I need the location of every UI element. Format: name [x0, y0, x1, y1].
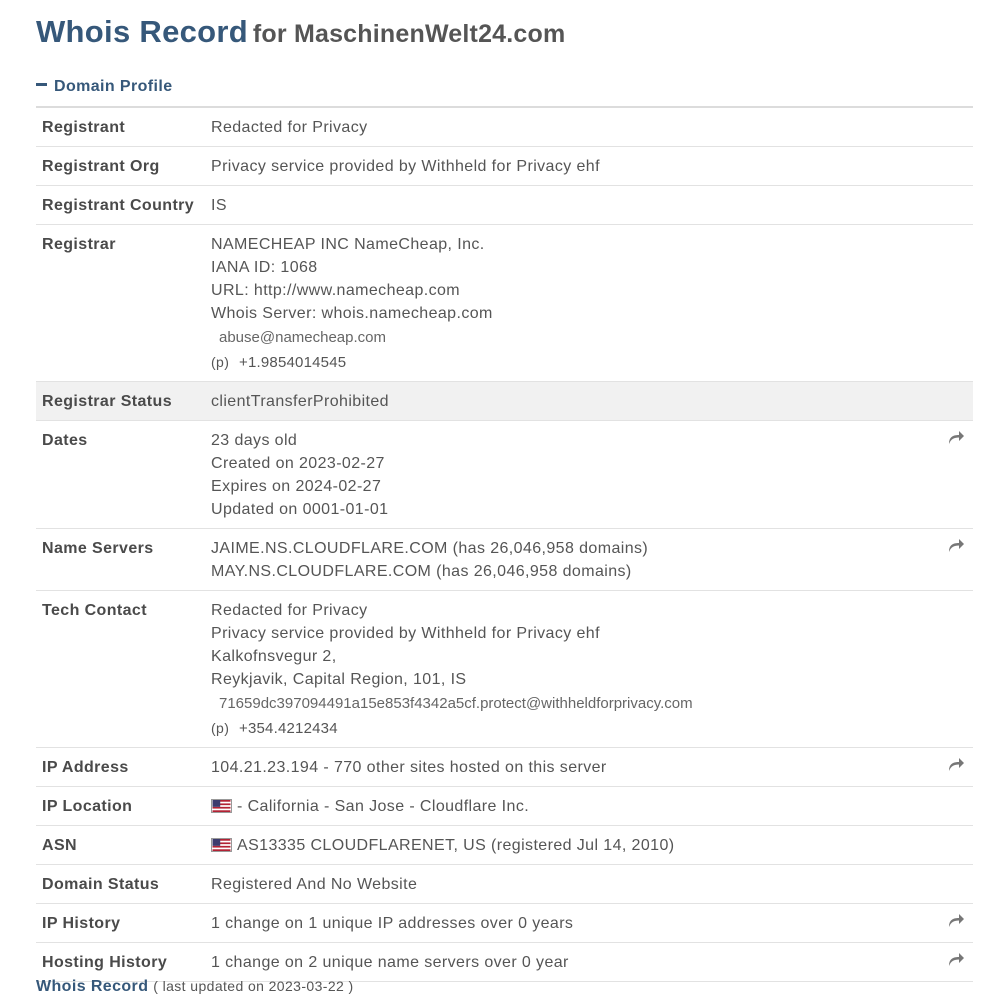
ip-location-value: - California - San Jose - Cloudflare Inc.: [237, 798, 530, 815]
registrar-url: URL: http://www.namecheap.com: [211, 282, 461, 299]
name-server-item: MAY.NS.CLOUDFLARE.COM (has 26,046,958 domains): [211, 563, 632, 580]
last-updated-note: ( last updated on 2023-03-22 ): [153, 978, 354, 994]
ip-address-value: 104.21.23.194 - 770 other sites hosted on this server: [211, 759, 607, 776]
tech-contact-phone: [211, 717, 967, 740]
created-date: Created on 2023-02-27: [211, 455, 385, 472]
registrar-value: [205, 225, 973, 382]
row-label: ASN: [36, 826, 205, 865]
registrar-name: NAMECHEAP INC NameCheap, Inc.: [211, 236, 485, 253]
row-label: Hosting History: [36, 943, 205, 982]
registrant-org-value: Privacy service provided by Withheld for Privacy ehf: [205, 147, 973, 186]
registrar-phone: [211, 351, 967, 374]
tech-contact-city: Reykjavik, Capital Region, 101, IS: [211, 671, 467, 688]
phone-prefix: (p): [211, 720, 230, 736]
ip-address-cell: [205, 748, 973, 787]
row-label: Registrant Org: [36, 147, 205, 186]
row-registrant-country: [36, 186, 973, 225]
row-label: Registrant: [36, 108, 205, 147]
phone-prefix: (p): [211, 354, 230, 370]
share-arrow-icon[interactable]: [948, 912, 965, 928]
phone-number: +1.9854014545: [239, 354, 347, 371]
tech-contact-email: 71659dc397094491a15e853f4342a5cf.protect@withheldforprivacy.com: [219, 695, 693, 712]
row-name-servers: [36, 529, 973, 591]
registrar-email: abuse@namecheap.com: [219, 329, 386, 346]
row-asn: [36, 826, 973, 865]
page-title-domain: for MaschinenWelt24.com: [252, 20, 566, 48]
name-servers-value: [205, 529, 973, 591]
registrant-value: Redacted for Privacy: [205, 108, 973, 147]
tech-contact-org: Privacy service provided by Withheld for Privacy ehf: [211, 625, 600, 642]
tech-contact-name: Redacted for Privacy: [211, 602, 368, 619]
domain-profile-toggle[interactable]: [36, 78, 173, 96]
asn-value: AS13335 CLOUDFLARENET, US (registered Jul 14, 2010): [237, 837, 675, 854]
row-domain-status: [36, 865, 973, 904]
row-label: Registrar Status: [36, 382, 205, 421]
phone-number: +354.4212434: [239, 720, 338, 737]
row-label: Registrant Country: [36, 186, 205, 225]
collapse-minus-icon: [36, 83, 47, 86]
updated-date: Updated on 0001-01-01: [211, 501, 389, 518]
whois-record-link[interactable]: Whois Record: [36, 978, 149, 995]
row-ip-address: [36, 748, 973, 787]
row-registrar-status: [36, 382, 973, 421]
tech-contact-street: Kalkofnsvegur 2,: [211, 648, 337, 665]
row-hosting-history: [36, 943, 973, 982]
ip-history-value: 1 change on 1 unique IP addresses over 0 years: [211, 915, 574, 932]
row-dates: [36, 421, 973, 529]
us-flag-icon: [211, 838, 232, 852]
share-arrow-icon[interactable]: [948, 951, 965, 967]
dates-value: [205, 421, 973, 529]
row-registrar: [36, 225, 973, 382]
domain-age: 23 days old: [211, 432, 298, 449]
row-registrant-org: [36, 147, 973, 186]
share-arrow-icon[interactable]: [948, 756, 965, 772]
domain-profile-label: Domain Profile: [54, 78, 173, 95]
row-label: Name Servers: [36, 529, 205, 591]
row-label: Dates: [36, 421, 205, 529]
row-label: IP Address: [36, 748, 205, 787]
ip-location-cell: [205, 787, 973, 826]
registrar-status-value: clientTransferProhibited: [205, 382, 973, 421]
share-arrow-icon[interactable]: [948, 537, 965, 553]
row-label: Registrar: [36, 225, 205, 382]
row-label: IP Location: [36, 787, 205, 826]
row-ip-history: [36, 904, 973, 943]
hosting-history-cell: [205, 943, 973, 982]
row-registrant: [36, 108, 973, 147]
hosting-history-value: 1 change on 2 unique name servers over 0 year: [211, 954, 569, 971]
page-title-main: Whois Record: [36, 14, 249, 49]
share-arrow-icon[interactable]: [948, 429, 965, 445]
name-server-item: JAIME.NS.CLOUDFLARE.COM (has 26,046,958 domains): [211, 540, 649, 557]
page-title: [36, 14, 565, 50]
registrar-iana-id: IANA ID: 1068: [211, 259, 318, 276]
whois-record-footer: [36, 978, 354, 996]
row-tech-contact: [36, 591, 973, 748]
row-label: Tech Contact: [36, 591, 205, 748]
expires-date: Expires on 2024-02-27: [211, 478, 382, 495]
us-flag-icon: [211, 799, 232, 813]
domain-profile-table: [36, 108, 973, 982]
registrant-country-value: IS: [205, 186, 973, 225]
domain-status-value: Registered And No Website: [205, 865, 973, 904]
row-label: IP History: [36, 904, 205, 943]
row-label: Domain Status: [36, 865, 205, 904]
ip-history-cell: [205, 904, 973, 943]
asn-cell: [205, 826, 973, 865]
tech-contact-value: [205, 591, 973, 748]
row-ip-location: [36, 787, 973, 826]
registrar-whois-server: Whois Server: whois.namecheap.com: [211, 305, 493, 322]
